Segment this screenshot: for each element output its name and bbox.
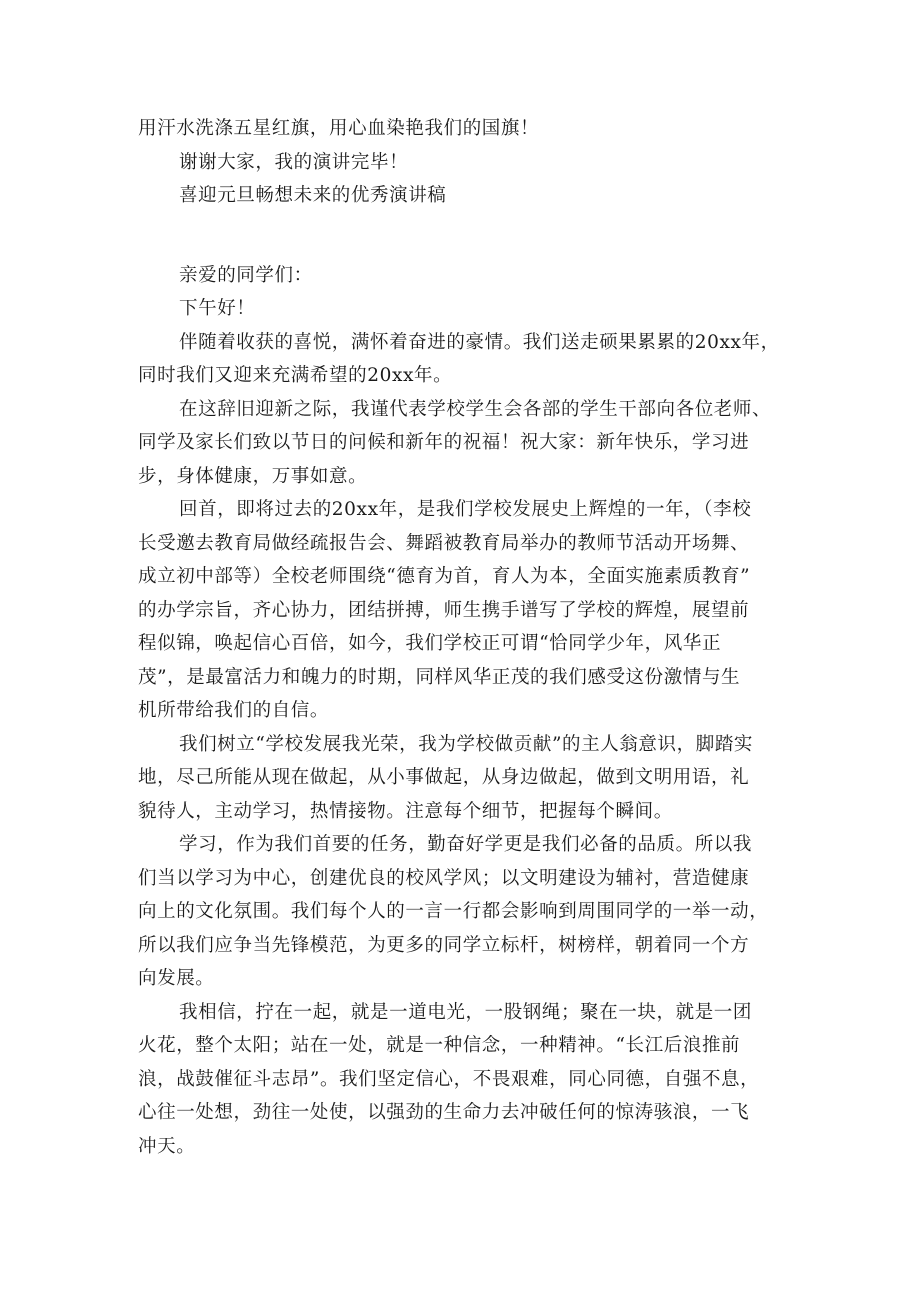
speech-body-block	[138, 259, 800, 1164]
text-line: 的办学宗旨，齐心协力，团结拼搏，师生携手谱写了学校的辉煌，展望前	[138, 599, 750, 621]
document-body	[138, 112, 800, 1163]
text-line: 所以我们应争当先锋模范，为更多的同学立标杆，树榜样，朝着同一个方	[138, 934, 750, 956]
text-line: 地，尽己所能从现在做起，从小事做起，从身边做起，做到文明用语，礼	[138, 767, 750, 788]
text-line: 伴随着收获的喜悦，满怀着奋进的豪情。我们送走硕果累累的20xx年，	[179, 331, 780, 353]
text-line: 心往一处想，劲往一处使，以强劲的生命力去冲破任何的惊涛骇浪，一飞	[138, 1102, 750, 1123]
text-line: 我们树立“学校发展我光荣，我为学校做贡献”的主人翁意识，脚踏实	[179, 733, 754, 755]
text-line: 同学及家长们致以节日的问候和新年的祝福！祝大家：新年快乐，学习进	[138, 432, 750, 453]
text-line: 学习，作为我们首要的任务，勤奋好学更是我们必备的品质。所以我	[179, 834, 753, 855]
paragraph-gap	[138, 213, 800, 259]
text-line: 成立初中部等）全校老师围绕“德育为首，育人为本，全面实施素质教育”	[138, 566, 751, 587]
text-line: 火花，整个太阳；站在一处，就是一种信念，一种精神。“长江后浪推前	[138, 1035, 741, 1056]
text-line: 回首，即将过去的20xx年，是我们学校发展史上辉煌的一年，（李校	[179, 499, 752, 520]
text-line: 同时我们又迎来充满希望的20xx年。	[138, 365, 453, 386]
text-line: 喜迎元旦畅想未来的优秀演讲稿	[179, 185, 447, 206]
text-line: 茂”，是最富活力和魄力的时期，同样风华正茂的我们感受这份激情与生	[138, 666, 741, 688]
text-line: 谢谢大家，我的演讲完毕！	[179, 151, 409, 173]
text-line: 亲爱的同学们：	[179, 264, 313, 286]
text-line: 我相信，拧在一起，就是一道电光，一股钢绳；聚在一块，就是一团	[179, 1001, 753, 1023]
text-line: 冲天。	[138, 1135, 196, 1157]
text-line: 程似锦，唤起信心百倍，如今，我们学校正可谓“恰同学少年，风华正	[138, 633, 722, 654]
text-line: 步，身体健康，万事如意。	[138, 465, 368, 487]
text-line: 机所带给我们的自信。	[138, 700, 330, 721]
text-line: 浪，战鼓催征斗志昂”。我们坚定信心，不畏艰难，同心同德，自强不息，	[138, 1068, 760, 1090]
text-line: 向上的文化氛围。我们每个人的一言一行都会影响到周围同学的一举一动，	[138, 901, 769, 922]
text-line: 在这辞旧迎新之际，我谨代表学校学生会各部的学生干部向各位老师、	[179, 398, 772, 420]
text-line: 用汗水洗涤五星红旗，用心血染艳我们的国旗！	[138, 118, 540, 139]
text-line: 下午好！	[179, 298, 256, 319]
text-line: 们当以学习为中心，创建优良的校风学风；以文明建设为辅衬，营造健康	[138, 867, 750, 889]
text-line: 貌待人，主动学习，热情接物。注意每个细节，把握每个瞬间。	[138, 800, 673, 822]
text-line: 长受邀去教育局做经疏报告会、舞蹈被教育局举办的教师节活动开场舞、	[138, 532, 750, 554]
text-line: 向发展。	[138, 968, 215, 989]
speech-ending-block	[138, 112, 800, 213]
